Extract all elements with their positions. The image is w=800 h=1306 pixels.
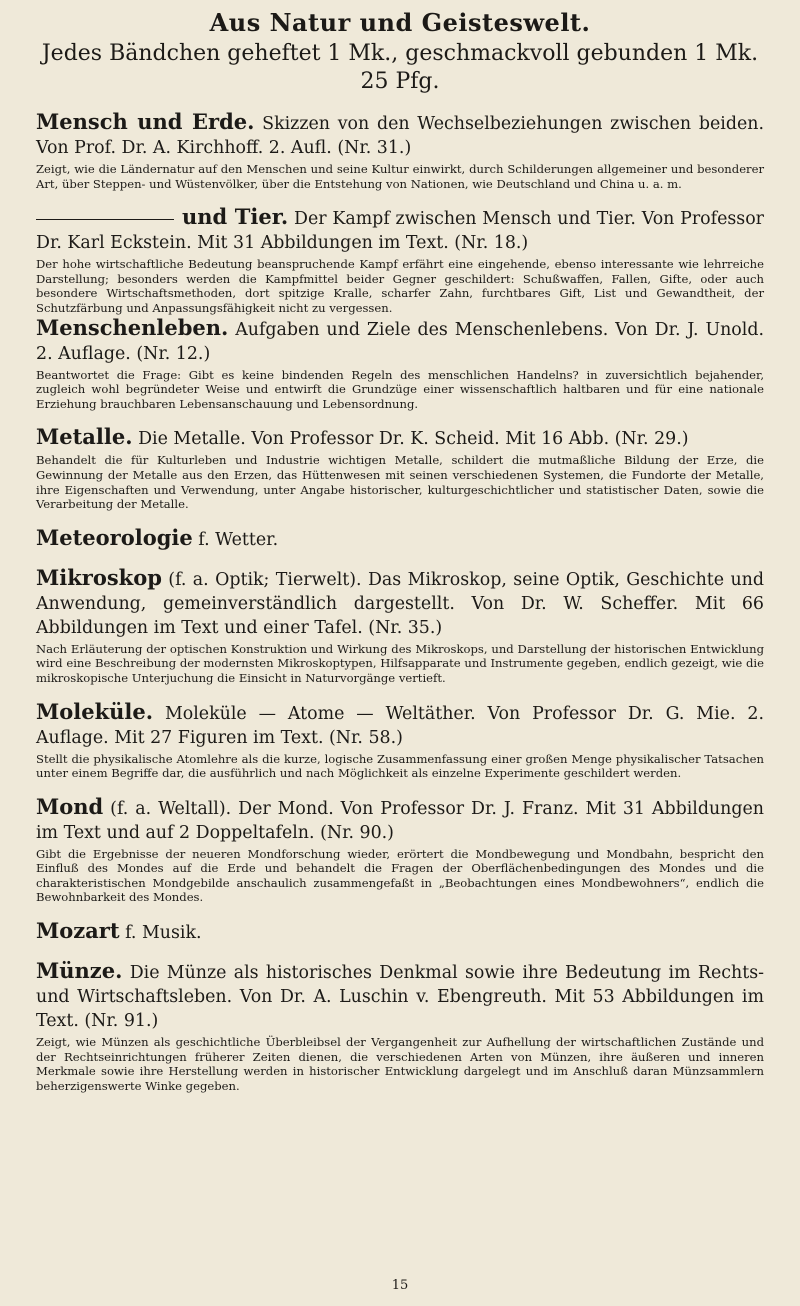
entry-title: f. Musik. — [125, 923, 202, 944]
entry-keyword: Metalle. — [36, 424, 133, 450]
entry-title: f. Wetter. — [198, 529, 279, 550]
entry-title: Moleküle — Atome — Weltäther. Von Professor Dr. G. Mie. 2. Auflage. Mit 27 Figuren im Text. (Nr. 58.) — [36, 703, 764, 748]
ditto-rule — [36, 219, 174, 220]
entry-title: (f. a. Weltall). Der Mond. Von Professor Dr. J. Franz. Mit 31 Abbildungen im Text und auf 2 Doppeltafeln. (Nr. 90.) — [36, 798, 764, 843]
entry-keyword: Münze. — [36, 958, 123, 984]
entry-heading — [36, 959, 764, 1033]
entry-mond — [36, 795, 764, 905]
entry-muenze — [36, 959, 764, 1093]
entry-mozart — [36, 919, 764, 945]
entry-title: Der Kampf zwischen Mensch und Tier. Von Professor Dr. Karl Eckstein. Mit 31 Abbildungen im Text. (Nr. 18.) — [36, 209, 764, 254]
entry-menschenleben — [36, 316, 764, 412]
entry-description: Nach Erläuterung der optischen Konstruktion und Wirkung des Mikroskops, und Darstellung der historischen Entwicklung wird eine Beschreibung der modernsten Mikroskoptypen, Hilfsapparate und Instrumente gegeben, endlich gezeigt, wie die mikroskopische Unterjuchung die Einsicht in Naturvorgänge vertieft. — [36, 641, 764, 685]
entry-meteorologie — [36, 526, 764, 552]
entry-description: Der hohe wirtschaftliche Bedeutung beanspruchende Kampf erfährt eine eingehende, ebenso interessante wie lehrreiche Darstellung; besonders werden die Kampfmittel beider Gegner geschildert: Schußwaffen, Fallen, Gifte, oder auch besondere Wirtschaftsmethoden, dort spitzige Kralle, scharfer Zahn, furchtbares Gift, List und Gewandtheit, der Schutzfärbung und Anpassungsfähigkeit nicht zu vergessen. — [36, 257, 764, 315]
entry-keyword: Menschenleben. — [36, 314, 229, 340]
entry-molekuele — [36, 700, 764, 781]
entry-keyword: Moleküle. — [36, 698, 154, 724]
entry-keyword: Mond — [36, 793, 104, 819]
entry-heading — [36, 110, 764, 160]
entry-heading — [36, 526, 764, 552]
entry-heading — [36, 566, 764, 640]
entry-description: Beantwortet die Frage: Gibt es keine bindenden Regeln des menschlichen Handelns? in zuversichtlich bejahender, zugleich wohl begründeter Weise und entwirft die Grundzüge einer wissenschaftlich haltbaren und für eine nationale Erziehung brauchbaren Lebensanschauung und Lebensordnung. — [36, 367, 764, 411]
entry-keyword: Mozart — [36, 918, 120, 944]
entry-keyword: Mensch und Erde. — [36, 109, 255, 134]
entry-description: Gibt die Ergebnisse der neueren Mondforschung wieder, erörtert die Mondbewegung und Mondbahn, bespricht den Einfluß des Mondes auf die Erde und behandelt die Fragen der Oberflächenbedingungen des Mondes und die charakteristischen Mondgebilde anschaulich zusammengefaßt in „Beobachtungen eines Mondbewohners“, endlich die Bewohnbarkeit des Mondes. — [36, 846, 764, 905]
price-line: Jedes Bändchen geheftet 1 Mk., geschmackvoll gebunden 1 Mk. 25 Pfg. — [41, 41, 759, 94]
entry-heading — [36, 425, 764, 451]
entry-title: Aufgaben und Ziele des Menschenlebens. Von Dr. J. Unold. 2. Auflage. (Nr. 12.) — [36, 319, 764, 364]
page-number: 15 — [391, 1278, 409, 1293]
entry-heading — [36, 700, 764, 750]
entry-title: Die Metalle. Von Professor Dr. K. Scheid. Mit 16 Abb. (Nr. 29.) — [138, 429, 689, 450]
entry-description: Behandelt die für Kulturleben und Industrie wichtigen Metalle, schildert die mutmaßliche Bildung der Erze, die Gewinnung der Metalle aus den Erzen, das Hüttenwesen mit seinen verschiedenen Systemen, die Fundorte der Metalle, ihre Eigenschaften und Verwendung, unter Angabe historischer, kulturgeschichtlicher und statistischer Daten, sowie die Verarbeitung der Metalle. — [36, 453, 764, 512]
entry-title: Die Münze als historisches Denkmal sowie ihre Bedeutung im Rechts- und Wirtschaftsleben. Von Dr. A. Luschin v. Ebengreuth. Mit 53 Abbildungen im Text. (Nr. 91.) — [36, 963, 764, 1032]
entry-heading — [36, 316, 764, 366]
entry-description: Zeigt, wie die Ländernatur auf den Menschen und seine Kultur einwirkt, durch Schilderungen allgemeiner und besonderer Art, über Steppen- und Wüstenvölker, über die Entstehung von Nationen, wie Deutschland und China u. a. m. — [36, 162, 764, 191]
entry-mikroskop — [36, 566, 764, 686]
series-title: Aus Natur und Geisteswelt. — [209, 8, 591, 37]
entry-mensch-und-erde — [36, 110, 764, 191]
entry-keyword: Meteorologie — [36, 524, 193, 550]
entry-title: Skizzen von den Wechselbeziehungen zwischen beiden. Von Prof. Dr. A. Kirchhoff. 2. Aufl. (Nr. 31.) — [36, 114, 764, 158]
entry-heading — [36, 205, 764, 255]
entry-metalle — [36, 425, 764, 511]
entry-heading — [36, 919, 764, 945]
entry-keyword: und Tier. — [182, 204, 289, 230]
entry-heading — [36, 795, 764, 845]
entry-description: Zeigt, wie Münzen als geschichtliche Überbleibsel der Vergangenheit zur Aufhellung der wirtschaftlichen Zustände und der Rechtseinrichtungen früherer Zeiten dienen, die verschiedenen Arten von Münzen, ihre äußeren und inneren Merkmale sowie ihre Herstellung werden in historischer Entwicklung dargelegt und im Anschluß daran Münzsammlern beherzigenswerte Winke gegeben. — [36, 1035, 764, 1093]
entry-title: (f. a. Optik; Tierwelt). Das Mikroskop, seine Optik, Geschichte und Anwendung, gemeinverständlich dargestellt. Von Dr. W. Scheffer. Mit 66 Abbildungen im Text und einer Tafel. (Nr. 35.) — [36, 569, 764, 638]
entry-keyword: Mikroskop — [36, 564, 162, 590]
entry-description: Stellt die physikalische Atomlehre als die kurze, logische Zusammenfassung einer großen Menge physikalischer Tatsachen unter einem Begriffe dar, die ausführlich und nach Möglichkeit als einzelne Experimente geschildert werden. — [36, 751, 764, 781]
entry-mensch-und-tier — [36, 205, 764, 315]
